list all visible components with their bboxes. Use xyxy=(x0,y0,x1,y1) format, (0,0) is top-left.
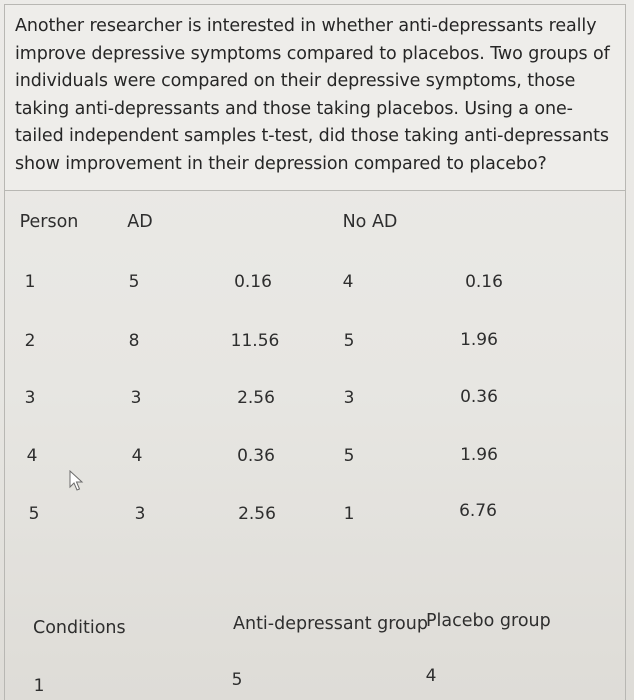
data-table xyxy=(4,188,626,700)
row-1-ad-sq: 0.16 xyxy=(234,272,272,292)
conditions-placebo-header: Placebo group xyxy=(426,611,551,631)
row-2-no-ad: 5 xyxy=(343,331,355,351)
question-box xyxy=(4,4,626,191)
row-5-ad: 3 xyxy=(134,504,146,524)
row-5-ad-sq: 2.56 xyxy=(238,504,276,524)
row-4-ad: 4 xyxy=(131,446,143,466)
row-1-no-ad: 4 xyxy=(342,272,354,292)
row-5-no-ad: 1 xyxy=(343,504,355,524)
row-1-ad: 5 xyxy=(128,272,140,292)
header-no-ad: No AD xyxy=(342,212,398,232)
conditions-row-placebo: 4 xyxy=(425,666,437,686)
row-1-no-ad-sq: 0.16 xyxy=(465,272,503,292)
row-2-no-ad-sq: 1.96 xyxy=(460,330,498,350)
header-person: Person xyxy=(19,212,79,232)
row-3-no-ad: 3 xyxy=(343,388,355,408)
header-ad: AD xyxy=(127,212,153,232)
row-2-ad-sq: 11.56 xyxy=(230,331,280,351)
row-1-person: 1 xyxy=(24,272,36,292)
row-3-no-ad-sq: 0.36 xyxy=(460,387,498,407)
row-3-ad-sq: 2.56 xyxy=(237,388,275,408)
pointer-cursor-icon xyxy=(68,470,86,492)
row-3-person: 3 xyxy=(24,388,36,408)
row-4-no-ad: 5 xyxy=(343,446,355,466)
conditions-label: Conditions xyxy=(33,618,126,638)
row-2-person: 2 xyxy=(24,331,36,351)
row-4-no-ad-sq: 1.96 xyxy=(460,445,498,465)
conditions-row-ad: 5 xyxy=(231,670,243,690)
conditions-row-id: 1 xyxy=(33,676,45,696)
row-3-ad: 3 xyxy=(130,388,142,408)
row-5-person: 5 xyxy=(28,504,40,524)
conditions-ad-header: Anti-depressant group xyxy=(233,614,428,634)
row-5-no-ad-sq: 6.76 xyxy=(459,501,497,521)
row-2-ad: 8 xyxy=(128,331,140,351)
question-text: Another researcher is interested in whether anti-depressants really improve depressive symptoms compared to placebos. Two groups of individuals were compared on their depressive symptoms, those taking anti-depressants and those taking placebos. Using a one-tailed independent samples t-test, did those taking anti-depressants show improvement in their depression compared to placebo? xyxy=(15,16,610,174)
row-4-person: 4 xyxy=(26,446,38,466)
row-4-ad-sq: 0.36 xyxy=(237,446,275,466)
